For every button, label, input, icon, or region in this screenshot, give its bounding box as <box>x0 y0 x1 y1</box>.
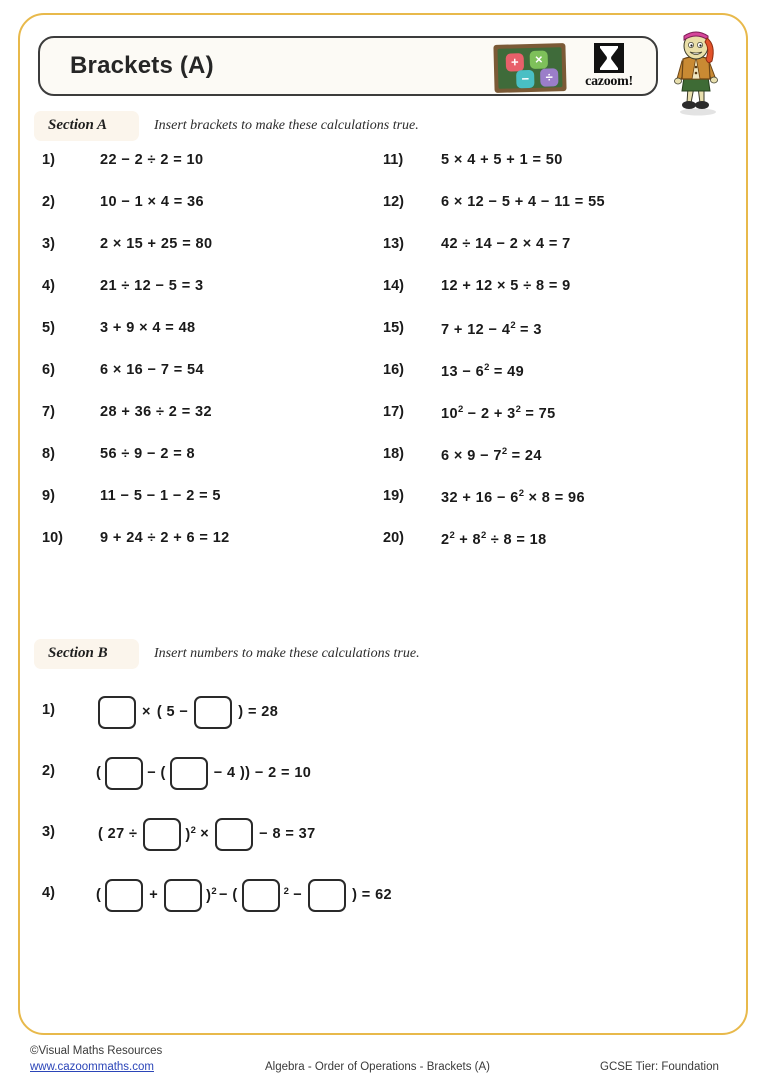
question-expression[interactable]: 2 × 15 + 25 = 80 <box>100 236 213 252</box>
question-row <box>0 194 768 236</box>
question-expression[interactable]: 56 ÷ 9 − 2 = 8 <box>100 446 195 462</box>
expression-token: × <box>142 704 151 720</box>
question-number: 12) <box>383 194 404 210</box>
expression-token: )$^2$ <box>185 825 197 843</box>
question-expression[interactable]: 6 × 12 − 5 + 4 − 11 = 55 <box>441 194 606 210</box>
student-mascot-illustration <box>668 25 724 117</box>
expression-token: × <box>200 826 210 842</box>
answer-input-box[interactable] <box>105 757 143 790</box>
worksheet-header-bar <box>38 36 658 96</box>
question-expression <box>95 688 281 736</box>
expression-token: ) = 62 <box>352 887 393 903</box>
question-expression[interactable]: 6 × 16 − 7 = 54 <box>100 362 204 378</box>
question-expression[interactable]: $6 \times 9 - 7^2 = 24$ <box>441 446 542 464</box>
expression-token: )$^2$ <box>206 886 218 904</box>
question-expression[interactable]: $13 - 6^2 = 49$ <box>441 362 525 380</box>
plus-tile-icon: + <box>506 53 524 71</box>
question-number: 16) <box>383 362 404 378</box>
question-number: 1) <box>42 152 55 168</box>
fill-in-question-row <box>0 749 768 810</box>
answer-input-box[interactable] <box>308 879 346 912</box>
answer-input-box[interactable] <box>143 818 181 851</box>
answer-input-box[interactable] <box>105 879 143 912</box>
section-b-question-list <box>0 688 768 932</box>
section-b-header <box>34 639 674 669</box>
question-expression[interactable]: 11 − 5 − 1 − 2 = 5 <box>100 488 221 504</box>
expression-token: ( <box>96 887 102 903</box>
expression-token: − 8 = 37 <box>259 826 316 842</box>
answer-input-box[interactable] <box>164 879 202 912</box>
question-number: 9) <box>42 488 55 504</box>
footer-tier-text: GCSE Tier: Foundation <box>600 1061 719 1073</box>
answer-input-box[interactable] <box>170 757 208 790</box>
question-number: 2) <box>42 763 55 779</box>
question-expression[interactable]: 28 + 36 ÷ 2 = 32 <box>100 404 212 420</box>
question-number: 8) <box>42 446 55 462</box>
answer-input-box[interactable] <box>215 818 253 851</box>
question-number: 11) <box>383 152 404 168</box>
question-expression <box>95 810 319 858</box>
question-expression[interactable]: 42 ÷ 14 − 2 × 4 = 7 <box>441 236 571 252</box>
question-expression <box>95 871 395 919</box>
minus-tile-icon: − <box>516 70 534 88</box>
question-number: 2) <box>42 194 55 210</box>
expression-token: ( 27 ÷ <box>98 826 138 842</box>
cazoom-logo <box>578 43 640 93</box>
worksheet-footer <box>0 1042 768 1086</box>
question-expression <box>95 749 314 797</box>
expression-token: + <box>149 887 159 903</box>
fill-in-question-row <box>0 871 768 932</box>
footer-copyright: ©Visual Maths Resources <box>30 1045 163 1057</box>
page-title: Brackets (A) <box>70 52 214 79</box>
question-expression[interactable]: 12 + 12 × 5 ÷ 8 = 9 <box>441 278 571 294</box>
expression-token: − ( <box>147 765 166 781</box>
expression-token: − <box>293 887 303 903</box>
question-expression[interactable]: 10 − 1 × 4 = 36 <box>100 194 204 210</box>
question-number: 15) <box>383 320 404 336</box>
cazoom-brand-word: cazoom! <box>585 74 633 89</box>
question-expression[interactable]: 22 − 2 ÷ 2 = 10 <box>100 152 204 168</box>
question-row <box>0 320 768 362</box>
footer-website-link[interactable]: www.cazoommaths.com <box>30 1061 154 1073</box>
question-number: 18) <box>383 446 404 462</box>
question-row <box>0 488 768 530</box>
section-a-question-grid <box>0 152 768 572</box>
expression-token: ) = 28 <box>238 704 279 720</box>
question-number: 3) <box>42 824 55 840</box>
question-number: 17) <box>383 404 404 420</box>
question-row <box>0 446 768 488</box>
answer-input-box[interactable] <box>242 879 280 912</box>
question-number: 6) <box>42 362 55 378</box>
question-number: 1) <box>42 702 55 718</box>
question-number: 13) <box>383 236 404 252</box>
times-tile-icon: × <box>530 51 548 69</box>
section-a-header <box>34 111 674 141</box>
answer-input-box[interactable] <box>98 696 136 729</box>
question-number: 7) <box>42 404 55 420</box>
question-expression[interactable]: $7 + 12 - 4^2 = 3$ <box>441 320 542 338</box>
question-row <box>0 530 768 572</box>
expression-token: 2 <box>283 886 290 898</box>
section-a-instruction: Insert brackets to make these calculations true. <box>154 118 419 133</box>
blackboard-logo-icon <box>493 43 566 93</box>
fill-in-question-row <box>0 810 768 871</box>
question-expression[interactable]: 9 + 24 ÷ 2 + 6 = 12 <box>100 530 230 546</box>
question-row <box>0 236 768 278</box>
hourglass-icon <box>594 43 624 73</box>
section-b-instruction: Insert numbers to make these calculations true. <box>154 646 420 661</box>
question-expression[interactable]: 21 ÷ 12 − 5 = 3 <box>100 278 204 294</box>
expression-token: − 4 )) − 2 = 10 <box>213 765 312 781</box>
question-row <box>0 404 768 446</box>
question-number: 4) <box>42 885 55 901</box>
section-b-label: Section B <box>48 645 108 661</box>
footer-topic-text: Algebra - Order of Operations - Brackets (A) <box>265 1061 490 1073</box>
question-expression[interactable]: 5 × 4 + 5 + 1 = 50 <box>441 152 563 168</box>
question-expression[interactable]: $10^2 - 2 + 3^2 = 75$ <box>441 404 556 422</box>
question-expression[interactable]: $32 + 16 - 6^2 \times 8 = 96$ <box>441 488 585 506</box>
question-number: 5) <box>42 320 55 336</box>
expression-token: ( 5 − <box>156 704 189 720</box>
question-row <box>0 362 768 404</box>
question-expression[interactable]: 3 + 9 × 4 = 48 <box>100 320 196 336</box>
question-number: 4) <box>42 278 55 294</box>
question-number: 3) <box>42 236 55 252</box>
expression-token: − ( <box>219 887 238 903</box>
question-number: 19) <box>383 488 404 504</box>
question-number: 20) <box>383 530 404 546</box>
section-a-label: Section A <box>48 117 108 133</box>
question-expression[interactable]: $2^2 + 8^2 \div 8 = 18$ <box>441 530 547 548</box>
question-number: 10) <box>42 530 63 546</box>
answer-input-box[interactable] <box>194 696 232 729</box>
question-row <box>0 278 768 320</box>
expression-token: ( <box>96 765 102 781</box>
divide-tile-icon: ÷ <box>540 68 558 86</box>
fill-in-question-row <box>0 688 768 749</box>
question-number: 14) <box>383 278 404 294</box>
question-row <box>0 152 768 194</box>
